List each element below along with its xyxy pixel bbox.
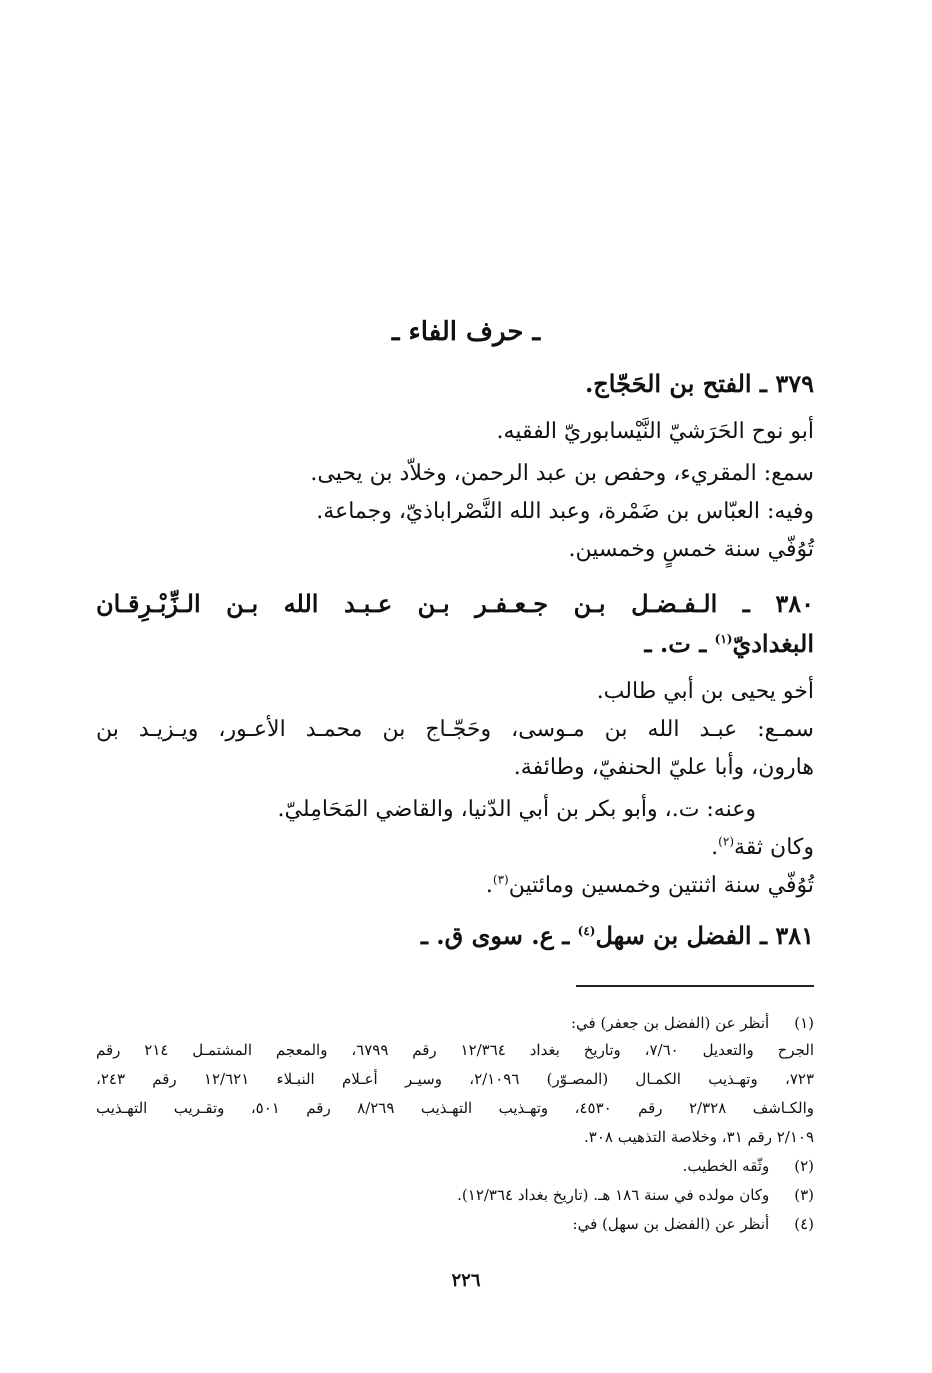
footnote-1-line-3: ٧٢٣، وتهـذيب الكمـال (المصـوّر) ٢/١٠٩٦، وسيـر أعـلام النبـلاء ١٢/٦٢١ رقم ٢٤٣، xyxy=(96,1070,814,1088)
entry-380-line-6: تُوُفّي سنة اثنتين وخمسين ومائتين$^{(٣)}$. xyxy=(485,872,814,898)
footnote-1-line-1: (١) أنظر عن (الفضل بن جعفر) في: xyxy=(96,1010,814,1036)
section-title: ـ حرف الفاء ـ xyxy=(391,317,541,347)
entry-380-heading-line-2 xyxy=(96,626,814,662)
footnote-3-number: (٣) xyxy=(794,1186,814,1204)
footnote-ref-3: (٣) xyxy=(492,872,509,887)
entry-380-heading-line-1: ٣٨٠ ـ الـفـضـل بـن جـعـفـر بـن عـبـد الله بـن الـزِّبْـرِقـان xyxy=(96,589,814,618)
footnote-ref-1: (١) xyxy=(714,632,733,646)
footnote-ref-2: (٢) xyxy=(718,834,734,849)
entry-379-line-1: أبو نوح الحَرَشيّ النَّيْسابوريّ الفقيه. xyxy=(496,419,814,444)
footnote-2: (٢) وثّقه الخطيب. xyxy=(96,1153,814,1179)
entry-380-sigla: ـ ت. ـ xyxy=(644,629,715,658)
entry-381-heading: ٣٨١ ـ الفضل بن سهل$^{(٤)}$ ـ ع. سوى ق. ـ xyxy=(420,921,814,950)
footnote-1-number: (١) xyxy=(794,1014,814,1032)
entry-380-line-5: وكان ثقة$^{(٢)}$. xyxy=(711,834,814,860)
footnote-4-number: (٤) xyxy=(794,1215,814,1233)
footnote-ref-4: (٤) xyxy=(577,924,596,938)
footnote-1-line-5: ٢/١٠٩ رقم ٣١، وخلاصة التذهيب ٣٠٨. xyxy=(584,1128,814,1146)
entry-380-line-3: هارون، وأبا عليّ الحنفيّ، وطائفة. xyxy=(513,755,814,780)
page-number: ٢٢٦ xyxy=(451,1270,481,1291)
entry-380-line-2: سمـع: عبـد الله بن مـوسى، وحَجّـاج بن محمـد الأعـور، ويـزيـد بن xyxy=(96,717,814,742)
entry-380-line-1: أخو يحيى بن أبي طالب. xyxy=(596,679,814,704)
entry-380-name-end: البغداديّ xyxy=(732,629,814,658)
entry-380-line-4: وعنه: ت.، وأبو بكر بن أبي الدّنيا، والقاضي المَحَامِليّ. xyxy=(277,797,756,822)
footnote-4: (٤) أنظر عن (الفضل بن سهل) في: xyxy=(96,1211,814,1237)
entry-379-line-3: وفيه: العبّاس بن ضَمْرة، وعبد الله النَّصْراباذيّ، وجماعة. xyxy=(316,499,814,524)
footnote-1-line-4: والكـاشف ٢/٣٢٨ رقم ٤٥٣٠، وتهـذيب التهـذيب ٨/٢٦٩ رقم ٥٠١، وتقـريب التهـذيب xyxy=(96,1099,815,1117)
footnote-3: (٣) وكان مولده في سنة ١٨٦ هـ. (تاريخ بغداد ١٢/٣٦٤). xyxy=(96,1182,814,1208)
footnote-divider xyxy=(576,985,814,987)
entry-379-heading: ٣٧٩ ـ الفتح بن الحَجّاج. xyxy=(584,369,814,398)
entry-379-line-4: تُوُفّي سنة خمسٍ وخمسين. xyxy=(568,537,814,562)
footnote-1-line-2: الجرح والتعديل ٧/٦٠، وتاريخ بغداد ١٢/٣٦٤ رقم ٦٧٩٩، والمعجم المشتمـل ٢١٤ رقم xyxy=(96,1041,814,1059)
entry-379-line-2: سمع: المقريء، وحفص بن عبد الرحمن، وخلاّد بن يحيى. xyxy=(310,461,814,486)
footnote-2-number: (٢) xyxy=(794,1157,814,1175)
